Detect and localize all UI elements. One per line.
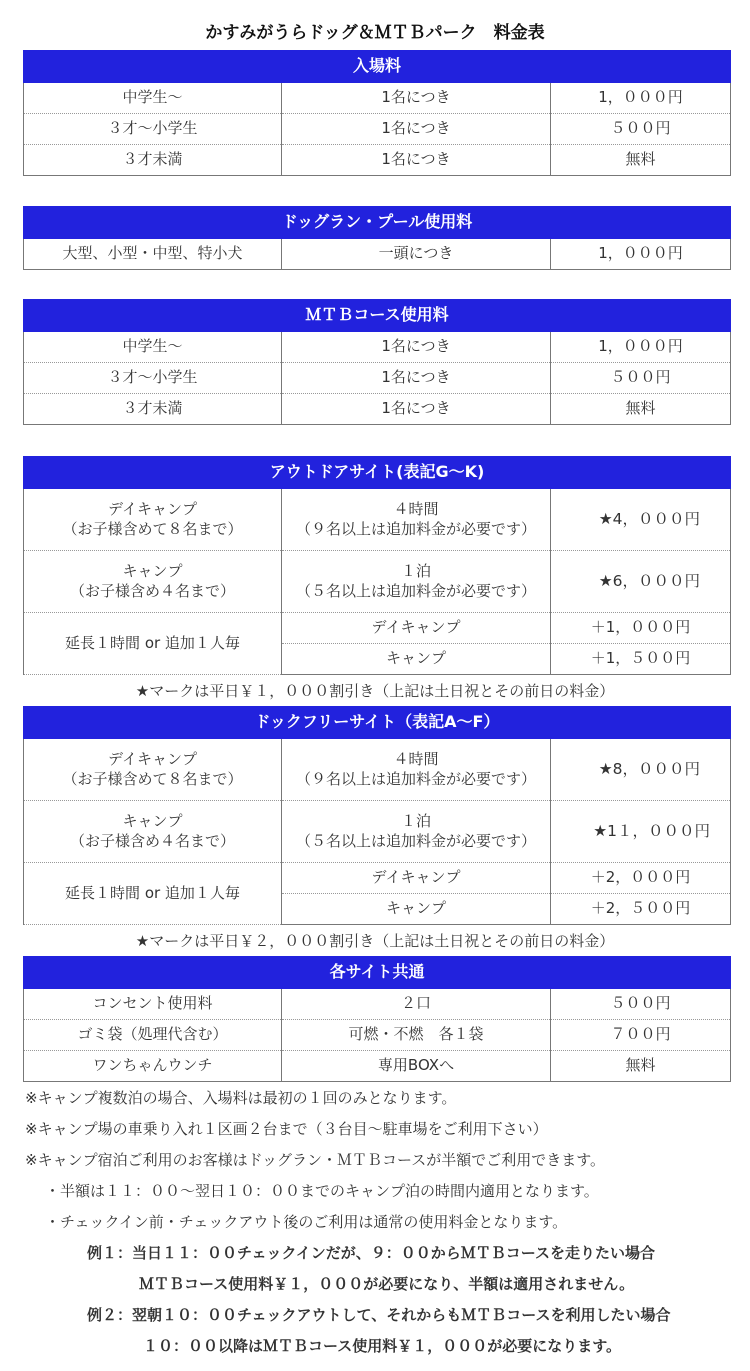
category-cell: ３才未満 [24,145,282,176]
price-cell: ★6，０００円 [551,551,731,613]
discount-note: ★マークは平日￥１，０００割引き（上記は土日祝とその前日の料金） [135,682,615,700]
table-row [24,801,731,863]
price-cell: ＋1，０００円 [551,613,731,644]
price-cell: ７００円 [551,1020,731,1051]
price-cell: ★4，０００円 [551,489,731,551]
category-cell: ３才～小学生 [24,114,282,145]
category-cell: 大型、小型・中型、特小犬 [24,239,282,270]
plan-name: キャンプ [122,812,183,830]
table-row [24,489,731,551]
item-cell: ワンちゃんウンチ [24,1051,282,1082]
extension-plan: キャンプ [282,644,551,675]
price-cell: ★1１，０００円 [551,801,731,863]
duration: １泊 [400,812,431,830]
price-cell: ＋1，５００円 [551,644,731,675]
extension-label: 延長１時間 or 追加１人毎 [24,863,282,925]
common-fees-table [23,956,731,1082]
note-line: ※キャンプ宿泊ご利用のお客様はドッグラン・ＭＴＢコースが半額でご利用できます。 [25,1151,606,1169]
mtb-table [23,299,731,425]
unit-cell: 1名につき [282,114,551,145]
price-cell: 1，０００円 [551,239,731,270]
table-row [24,551,731,613]
duration-note: （５名以上は追加料金が必要です） [295,581,536,600]
duration-note: （９名以上は追加料金が必要です） [295,519,536,538]
page-title: かすみがうらドッグ＆ＭＴＢパーク 料金表 [205,23,545,43]
admission-table [23,50,731,176]
price-cell: ５００円 [551,363,731,394]
category-cell: ３才未満 [24,394,282,425]
table-row [24,613,731,644]
example-line: 例２：翌朝１０：００チェックアウトして、それからもＭＴＢコースを利用したい場合 [87,1306,671,1324]
price-cell: 無料 [551,394,731,425]
note-line: ・半額は１１：００～翌日１０：００までのキャンプ泊の時間内適用となります。 [45,1182,599,1200]
unit-cell: 一頭につき [282,239,551,270]
duration-note: （９名以上は追加料金が必要です） [295,769,536,788]
extension-label: 延長１時間 or 追加１人毎 [24,613,282,675]
duration: １泊 [400,562,431,580]
table-row [24,239,731,270]
admission-header: 入場料 [24,51,731,83]
plan-name: キャンプ [122,562,183,580]
table-row [24,394,731,425]
table-row [24,145,731,176]
common-header: 各サイト共通 [24,957,731,989]
note-line: ※キャンプ複数泊の場合、入場料は最初の１回のみとなります。 [25,1089,457,1107]
example-line: １０：００以降はＭＴＢコース使用料￥１，０００が必要になります。 [143,1337,622,1355]
example-line: 例１：当日１１：００チェックインだが、９：００からＭＴＢコースを走りたい場合 [87,1244,656,1262]
item-cell: ゴミ袋（処理代含む） [24,1020,282,1051]
unit-cell: 1名につき [282,363,551,394]
extension-plan: キャンプ [282,894,551,925]
dogfree-header: ドックフリーサイト（表記A～F） [24,707,731,739]
plan-note: （お子様含め４名まで） [69,831,235,850]
plan-name: デイキャンプ [108,750,197,768]
dogrun-header: ドッグラン・プール使用料 [24,207,731,239]
plan-cell [24,739,282,801]
price-cell: 1，０００円 [551,83,731,114]
plan-note: （お子様含めて８名まで） [62,769,243,788]
table-row [24,989,731,1020]
category-cell: ３才～小学生 [24,363,282,394]
category-cell: 中学生～ [24,332,282,363]
price-cell: ５００円 [551,114,731,145]
unit-cell: 1名につき [282,83,551,114]
table-row [24,1051,731,1082]
item-cell: コンセント使用料 [24,989,282,1020]
unit-cell: 1名につき [282,394,551,425]
detail-cell: 専用BOXへ [282,1051,551,1082]
price-cell: ★8，０００円 [551,739,731,801]
duration: ４時間 [393,500,439,518]
unit-cell: 1名につき [282,332,551,363]
price-cell: 無料 [551,1051,731,1082]
extension-plan: デイキャンプ [282,863,551,894]
detail-cell: 可燃・不燃 各１袋 [282,1020,551,1051]
duration: ４時間 [393,750,439,768]
duration-cell [282,801,551,863]
outdoor-header: アウトドアサイト(表記G～K) [24,457,731,489]
table-row [24,332,731,363]
plan-cell [24,801,282,863]
outdoor-site-table [23,456,731,675]
table-row [24,739,731,801]
plan-cell [24,551,282,613]
dogfree-site-table [23,706,731,925]
note-line: ※キャンプ場の車乗り入れ１区画２台まで（３台目～駐車場をご利用下さい） [25,1120,548,1138]
example-line: ＭＴＢコース使用料￥１，０００が必要になり、半額は適用されません。 [139,1275,635,1293]
detail-cell: ２口 [282,989,551,1020]
notes-section [25,1085,735,1364]
table-row [24,114,731,145]
duration-cell [282,551,551,613]
plan-note: （お子様含め４名まで） [69,581,235,600]
mtb-header: ＭＴＢコース使用料 [24,300,731,332]
duration-cell [282,489,551,551]
extension-plan: デイキャンプ [282,613,551,644]
price-cell: ５００円 [551,989,731,1020]
plan-cell [24,489,282,551]
category-cell: 中学生～ [24,83,282,114]
discount-note: ★マークは平日￥２，０００割引き（上記は土日祝とその前日の料金） [135,932,615,950]
note-line: ・チェックイン前・チェックアウト後のご利用は通常の使用料金となります。 [45,1213,568,1231]
plan-note: （お子様含めて８名まで） [62,519,243,538]
table-row [24,863,731,894]
plan-name: デイキャンプ [108,500,197,518]
duration-note: （５名以上は追加料金が必要です） [295,831,536,850]
dogrun-table [23,206,731,270]
table-row [24,1020,731,1051]
price-cell: 無料 [551,145,731,176]
table-row [24,83,731,114]
price-cell: ＋2，０００円 [551,863,731,894]
table-row [24,363,731,394]
duration-cell [282,739,551,801]
unit-cell: 1名につき [282,145,551,176]
price-cell: 1，０００円 [551,332,731,363]
price-cell: ＋2，５００円 [551,894,731,925]
